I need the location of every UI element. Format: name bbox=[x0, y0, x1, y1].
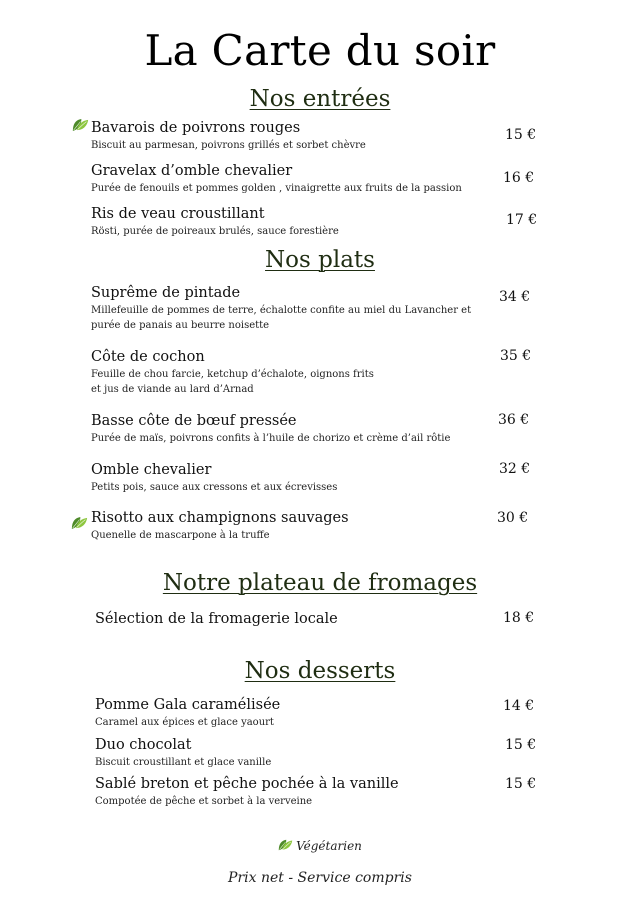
item-name: Sélection de la fromagerie locale bbox=[95, 611, 338, 627]
item-description: purée de panais au beurre noisette bbox=[91, 320, 270, 331]
item-description: Biscuit au parmesan, poivrons grillés et sorbet chèvre bbox=[91, 140, 366, 151]
section-title-fromages: Notre plateau de fromages bbox=[162, 570, 478, 596]
item-description: Caramel aux épices et glace yaourt bbox=[95, 717, 274, 728]
item-price: 17 € bbox=[506, 212, 538, 228]
item-price: 14 € bbox=[503, 698, 535, 714]
menu-item bbox=[91, 510, 471, 543]
item-name: Sablé breton et pêche pochée à la vanille bbox=[95, 776, 399, 792]
section-title-entrees: Nos entrées bbox=[249, 86, 391, 112]
item-name: Omble chevalier bbox=[91, 462, 212, 478]
item-name: Côte de cochon bbox=[91, 349, 205, 365]
item-name: Gravelax d’omble chevalier bbox=[91, 163, 293, 179]
item-price: 16 € bbox=[503, 170, 535, 186]
item-description: et jus de viande au lard d’Arnad bbox=[91, 384, 254, 395]
item-description: Biscuit croustillant et glace vanille bbox=[95, 757, 272, 768]
item-description: Millefeuille de pommes de terre, échalotte confite au miel du Lavancher et bbox=[91, 305, 472, 316]
menu-item bbox=[91, 163, 471, 196]
item-price: 30 € bbox=[497, 510, 529, 526]
item-name: Risotto aux champignons sauvages bbox=[91, 510, 349, 526]
item-description: Purée de maïs, poivrons confits à l’huile de chorizo et crème d’ail rôtie bbox=[91, 433, 451, 444]
item-price: 15 € bbox=[505, 776, 537, 792]
item-name: Ris de veau croustillant bbox=[91, 206, 265, 222]
item-price: 18 € bbox=[503, 610, 535, 626]
item-price: 15 € bbox=[505, 127, 537, 143]
section-title-desserts: Nos desserts bbox=[244, 658, 396, 684]
item-name: Basse côte de bœuf pressée bbox=[91, 413, 297, 429]
item-name: Duo chocolat bbox=[95, 737, 192, 753]
menu-item bbox=[91, 285, 491, 333]
legend-label: Végétarien bbox=[296, 839, 362, 853]
menu-item bbox=[95, 611, 475, 628]
item-description: Rösti, purée de poireaux brulés, sauce forestière bbox=[91, 226, 339, 237]
menu-item bbox=[91, 206, 471, 239]
item-name: Suprême de pintade bbox=[91, 285, 241, 301]
menu-item bbox=[91, 413, 491, 446]
vegetarian-leaf-icon bbox=[72, 117, 89, 133]
item-description: Compotée de pêche et sorbet à la verveine bbox=[95, 796, 313, 807]
item-description: Petits pois, sauce aux cressons et aux écrevisses bbox=[91, 482, 338, 493]
item-description: Quenelle de mascarpone à la truffe bbox=[91, 530, 270, 541]
item-price: 36 € bbox=[498, 412, 530, 428]
item-description: Purée de fenouils et pommes golden , vinaigrette aux fruits de la passion bbox=[91, 183, 462, 194]
item-price: 32 € bbox=[499, 461, 531, 477]
menu-item bbox=[91, 120, 471, 153]
menu-item bbox=[91, 349, 471, 397]
leaf-icon bbox=[278, 838, 293, 852]
item-description: Feuille de chou farcie, ketchup d’échalote, oignons frits bbox=[91, 369, 374, 380]
item-name: Bavarois de poivrons rouges bbox=[91, 120, 301, 136]
menu-item bbox=[95, 697, 475, 730]
item-price: 15 € bbox=[505, 737, 537, 753]
item-name: Pomme Gala caramélisée bbox=[95, 697, 281, 713]
menu-item bbox=[95, 776, 495, 809]
vegetarian-legend bbox=[0, 838, 640, 853]
menu-item bbox=[95, 737, 475, 770]
page-title: La Carte du soir bbox=[144, 26, 496, 75]
price-note: Prix net - Service compris bbox=[228, 870, 412, 886]
vegetarian-leaf-icon bbox=[71, 515, 88, 531]
menu-item bbox=[91, 462, 471, 495]
section-title-plats: Nos plats bbox=[265, 247, 375, 273]
item-price: 34 € bbox=[499, 289, 531, 305]
item-price: 35 € bbox=[500, 348, 532, 364]
